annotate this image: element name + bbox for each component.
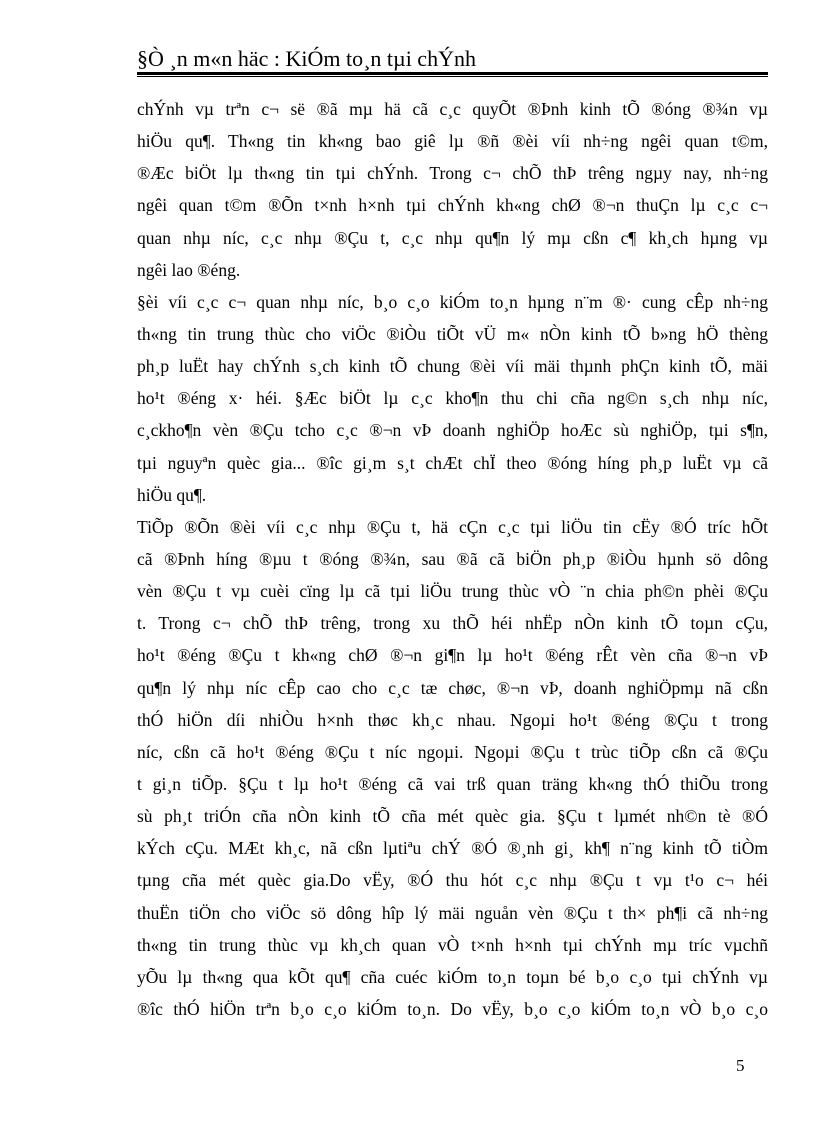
page-number: 5 bbox=[736, 1056, 745, 1075]
text-line: quan nhµ níc, c¸c nhµ ®Çu t, c¸c nhµ qu¶n lý mµ cßn c¶ kh¸ch hµng vµ bbox=[137, 227, 768, 248]
running-header: §Ò ¸n m«n häc : KiÓm to¸n tµi chÝnh bbox=[137, 46, 476, 71]
text-line: ho¹t ®éng ®Çu t kh«ng chØ ®¬n gi¶n lµ ho¹t ®éng rÊt vèn cña ®¬n vÞ bbox=[137, 645, 768, 666]
text-line: hiÖu qu¶. Th«ng tin kh«ng bao giê lµ ®ñ ®èi víi nh÷ng ngêi quan t©m, bbox=[137, 131, 768, 152]
document-body bbox=[137, 93, 768, 1025]
text-line: th«ng tin trung thùc vµ kh¸ch quan vÒ t×nh h×nh tµi chÝnh mµ tríc vµchñ bbox=[137, 934, 768, 955]
text-line: t. Trong c¬ chÕ thÞ trêng, trong xu thÕ héi nhËp nÒn kinh tÕ toµn cÇu, bbox=[137, 613, 768, 634]
text-line: §èi víi c¸c c¬ quan nhµ níc, b¸o c¸o kiÓm to¸n hµng n¨m ®· cung cÊp nh÷ng bbox=[137, 291, 768, 312]
text-line: sù ph¸t triÓn cña nÒn kinh tÕ cña mét quèc gia. §Çu t lµmét nh©n tè ®Ó bbox=[137, 806, 768, 827]
text-line: ®Æc biÖt lµ th«ng tin tµi chÝnh. Trong c¬ chÕ thÞ trêng ngµy nay, nh÷ng bbox=[137, 163, 768, 184]
text-line: tµng cña mét quèc gia.Do vËy, ®Ó thu hót c¸c nhµ ®Çu t vµ t¹o c¬ héi bbox=[137, 870, 768, 891]
text-line: níc, cßn cã ho¹t ®éng ®Çu t níc ngoµi. Ngoµi ®Çu t trùc tiÕp cßn cã ®Çu bbox=[137, 741, 768, 762]
text-line: vèn ®Çu t vµ cuèi cïng lµ cã tµi liÖu trung thùc vÒ ¨n chia ph©n phèi ®Çu bbox=[137, 581, 768, 602]
text-line: qu¶n lý nhµ níc cÊp cao cho c¸c tæ chøc, ®¬n vÞ, doanh nghiÖpmµ nã cßn bbox=[137, 677, 768, 698]
text-line: ho¹t ®éng x· héi. §Æc biÖt lµ c¸c kho¶n thu chi cña ng©n s¸ch nhµ níc, bbox=[137, 388, 768, 409]
text-line: th«ng tin trung thùc cho viÖc ®iÒu tiÕt vÜ m« nÒn kinh tÕ b»ng hÖ thèng bbox=[137, 323, 768, 344]
text-line: ngêi quan t©m ®Õn t×nh h×nh tµi chÝnh kh«ng chØ ®¬n thuÇn lµ c¸c c¬ bbox=[137, 195, 768, 216]
text-line: thuËn tiÖn cho viÖc sö dông hîp lý mäi nguån vèn ®Çu t th× ph¶i cã nh÷ng bbox=[137, 902, 768, 923]
text-line: chÝnh vµ trªn c¬ së ®ã mµ hä cã c¸c quyÕt ®Þnh kinh tÕ ®óng ®¾n vµ bbox=[137, 99, 768, 119]
text-line: c¸ckho¶n vèn ®Çu tcho c¸c ®¬n vÞ doanh nghiÖp hoÆc sù nghiÖp, tµi s¶n, bbox=[137, 420, 768, 441]
text-line: t gi¸n tiÕp. §Çu t lµ ho¹t ®éng cã vai trß quan träng kh«ng thÓ thiÕu trong bbox=[137, 773, 768, 794]
header-rule bbox=[137, 72, 768, 77]
text-line: hiÖu qu¶. bbox=[137, 484, 207, 505]
text-line: yÕu lµ th«ng qua kÕt qu¶ cña cuéc kiÓm to¸n toµn bé b¸o c¸o tµi chÝnh vµ bbox=[137, 966, 768, 987]
text-line: TiÕp ®Õn ®èi víi c¸c nhµ ®Çu t, hä cÇn c¸c tµi liÖu tin cËy ®Ó tríc hÕt bbox=[137, 516, 768, 537]
text-line: cã ®Þnh híng ®µu t ®óng ®¾n, sau ®ã cã biÖn ph¸p ®iÒu hµnh sö dông bbox=[137, 548, 768, 569]
text-line: ngêi lao ®éng. bbox=[137, 259, 241, 280]
text-line: ph¸p luËt hay chÝnh s¸ch kinh tÕ chung ®èi víi mäi thµnh phÇn kinh tÕ, mäi bbox=[137, 356, 768, 377]
text-line: ®îc thÓ hiÖn trªn b¸o c¸o kiÓm to¸n. Do vËy, b¸o c¸o kiÓm to¸n vÒ b¸o c¸o bbox=[137, 998, 768, 1019]
text-line: thÓ hiÖn díi nhiÒu h×nh thøc kh¸c nhau. Ngoµi ho¹t ®éng ®Çu t trong bbox=[137, 709, 768, 730]
text-line: kÝch cÇu. MÆt kh¸c, nã cßn lµtiªu chÝ ®Ó ®¸nh gi¸ kh¶ n¨ng kinh tÕ tiÒm bbox=[137, 838, 768, 859]
text-line: tµi nguyªn quèc gia... ®îc gi¸m s¸t chÆt chÏ theo ®óng híng ph¸p luËt vµ cã bbox=[137, 452, 768, 473]
